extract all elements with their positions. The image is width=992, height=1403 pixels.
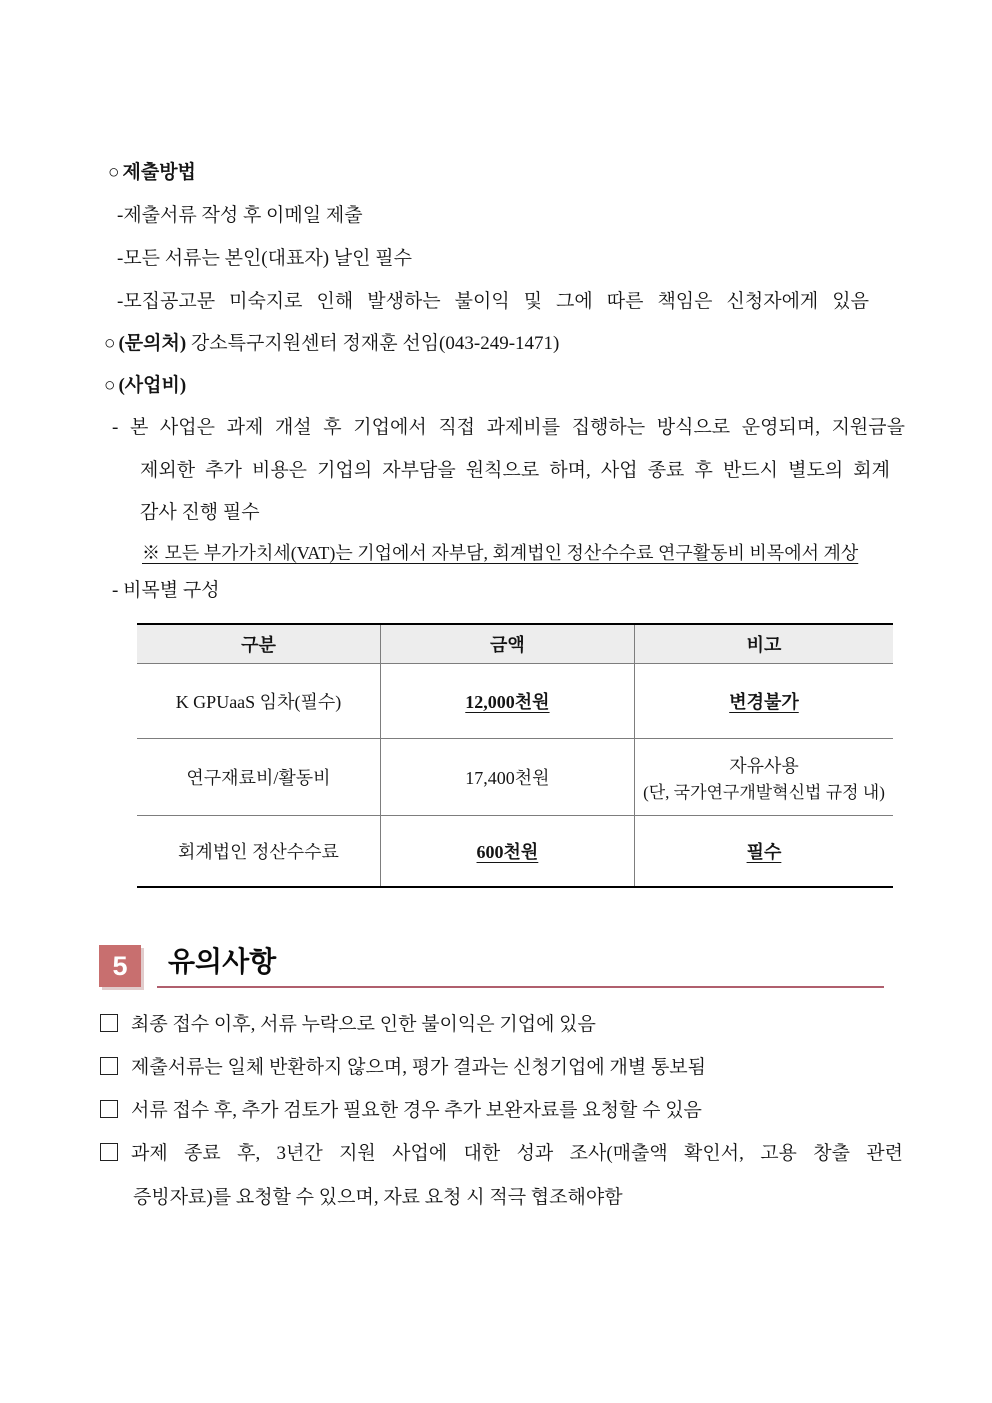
cost-table [137,623,893,888]
table-header-row [137,624,893,664]
checkbox-icon [100,1057,118,1075]
table-row [137,664,893,739]
budget-heading [104,373,186,399]
col-header-note: 비고 [634,624,893,664]
circle-bullet: ○ [108,162,120,183]
notice-text: 서류 접수 후, 추가 검토가 필요한 경우 추가 보완자료를 요청할 수 있음 [131,1100,702,1121]
section-title: 유의사항 [168,946,277,977]
submission-item: -제출서류 작성 후 이메일 제출 [117,205,363,226]
notice-text: 최종 접수 이후, 서류 누락으로 인한 불이익은 기업에 있음 [131,1014,596,1035]
cell-note-line2: (단, 국가연구개발혁신법 규정 내) [643,782,885,802]
cell-category: 연구재료비/활동비 [137,739,380,816]
circle-bullet: ○ [104,333,116,354]
cost-items-title: - 비목별 구성 [112,580,220,601]
cell-category: K GPUaaS 임차(필수) [137,664,380,739]
cell-amount: 17,400천원 [380,739,634,816]
contact-line [104,331,559,357]
checkbox-icon [100,1143,118,1161]
cell-note-line1: 자유사용 [729,755,799,776]
notice-text: 과제 종료 후, 3년간 지원 사업에 대한 성과 조사(매출액 확인서, 고용 창출 관련 [131,1143,903,1164]
notice-item [100,1055,706,1081]
table-row [137,816,893,888]
table-row [137,739,893,816]
checkbox-icon [100,1014,118,1032]
budget-paragraph-line: - 본 사업은 과제 개설 후 기업에서 직접 과제비를 집행하는 방식으로 운영되며, 지원금을 [112,417,905,438]
section-number-badge: 5 [99,945,141,987]
cell-amount: 12,000천원 [380,664,634,739]
submission-method-heading [108,160,196,186]
cell-note [634,739,893,816]
contact-text: 강소특구지원센터 정재훈 선임(043-249-1471) [190,333,560,354]
submission-item: -모든 서류는 본인(대표자) 날인 필수 [117,248,412,269]
section-title-underline [157,986,884,988]
notice-item-continuation [133,1185,623,1211]
cell-amount: 600천원 [380,816,634,888]
notice-text: 증빙자료)를 요청할 수 있으며, 자료 요청 시 적극 협조해야함 [133,1187,623,1208]
budget-paragraph-line: 제외한 추가 비용은 기업의 자부담을 원칙으로 하며, 사업 종료 후 반드시 별도의 회계 [140,460,890,481]
vat-note: ※ 모든 부가가치세(VAT)는 기업에서 자부담, 회계법인 정산수수료 연구활동비 비목에서 계상 [142,543,859,563]
notice-item [100,1012,596,1038]
col-header-amount: 금액 [380,624,634,664]
notice-text: 제출서류는 일체 반환하지 않으며, 평가 결과는 신청기업에 개별 통보됨 [131,1057,707,1078]
budget-paragraph-line: 감사 진행 필수 [140,502,260,523]
col-header-category: 구분 [137,624,380,664]
notice-item [100,1098,702,1124]
checkbox-icon [100,1100,118,1118]
submission-item: -모집공고문 미숙지로 인해 발생하는 불이익 및 그에 따른 책임은 신청자에게 있음 [117,291,869,312]
cell-note: 변경불가 [634,664,893,739]
contact-label: (문의처) [118,333,187,354]
circle-bullet: ○ [104,375,116,396]
notice-item [100,1141,903,1167]
submission-method-title: 제출방법 [122,162,196,183]
cell-category: 회계법인 정산수수료 [137,816,380,888]
cell-note: 필수 [634,816,893,888]
budget-label: (사업비) [118,375,187,396]
